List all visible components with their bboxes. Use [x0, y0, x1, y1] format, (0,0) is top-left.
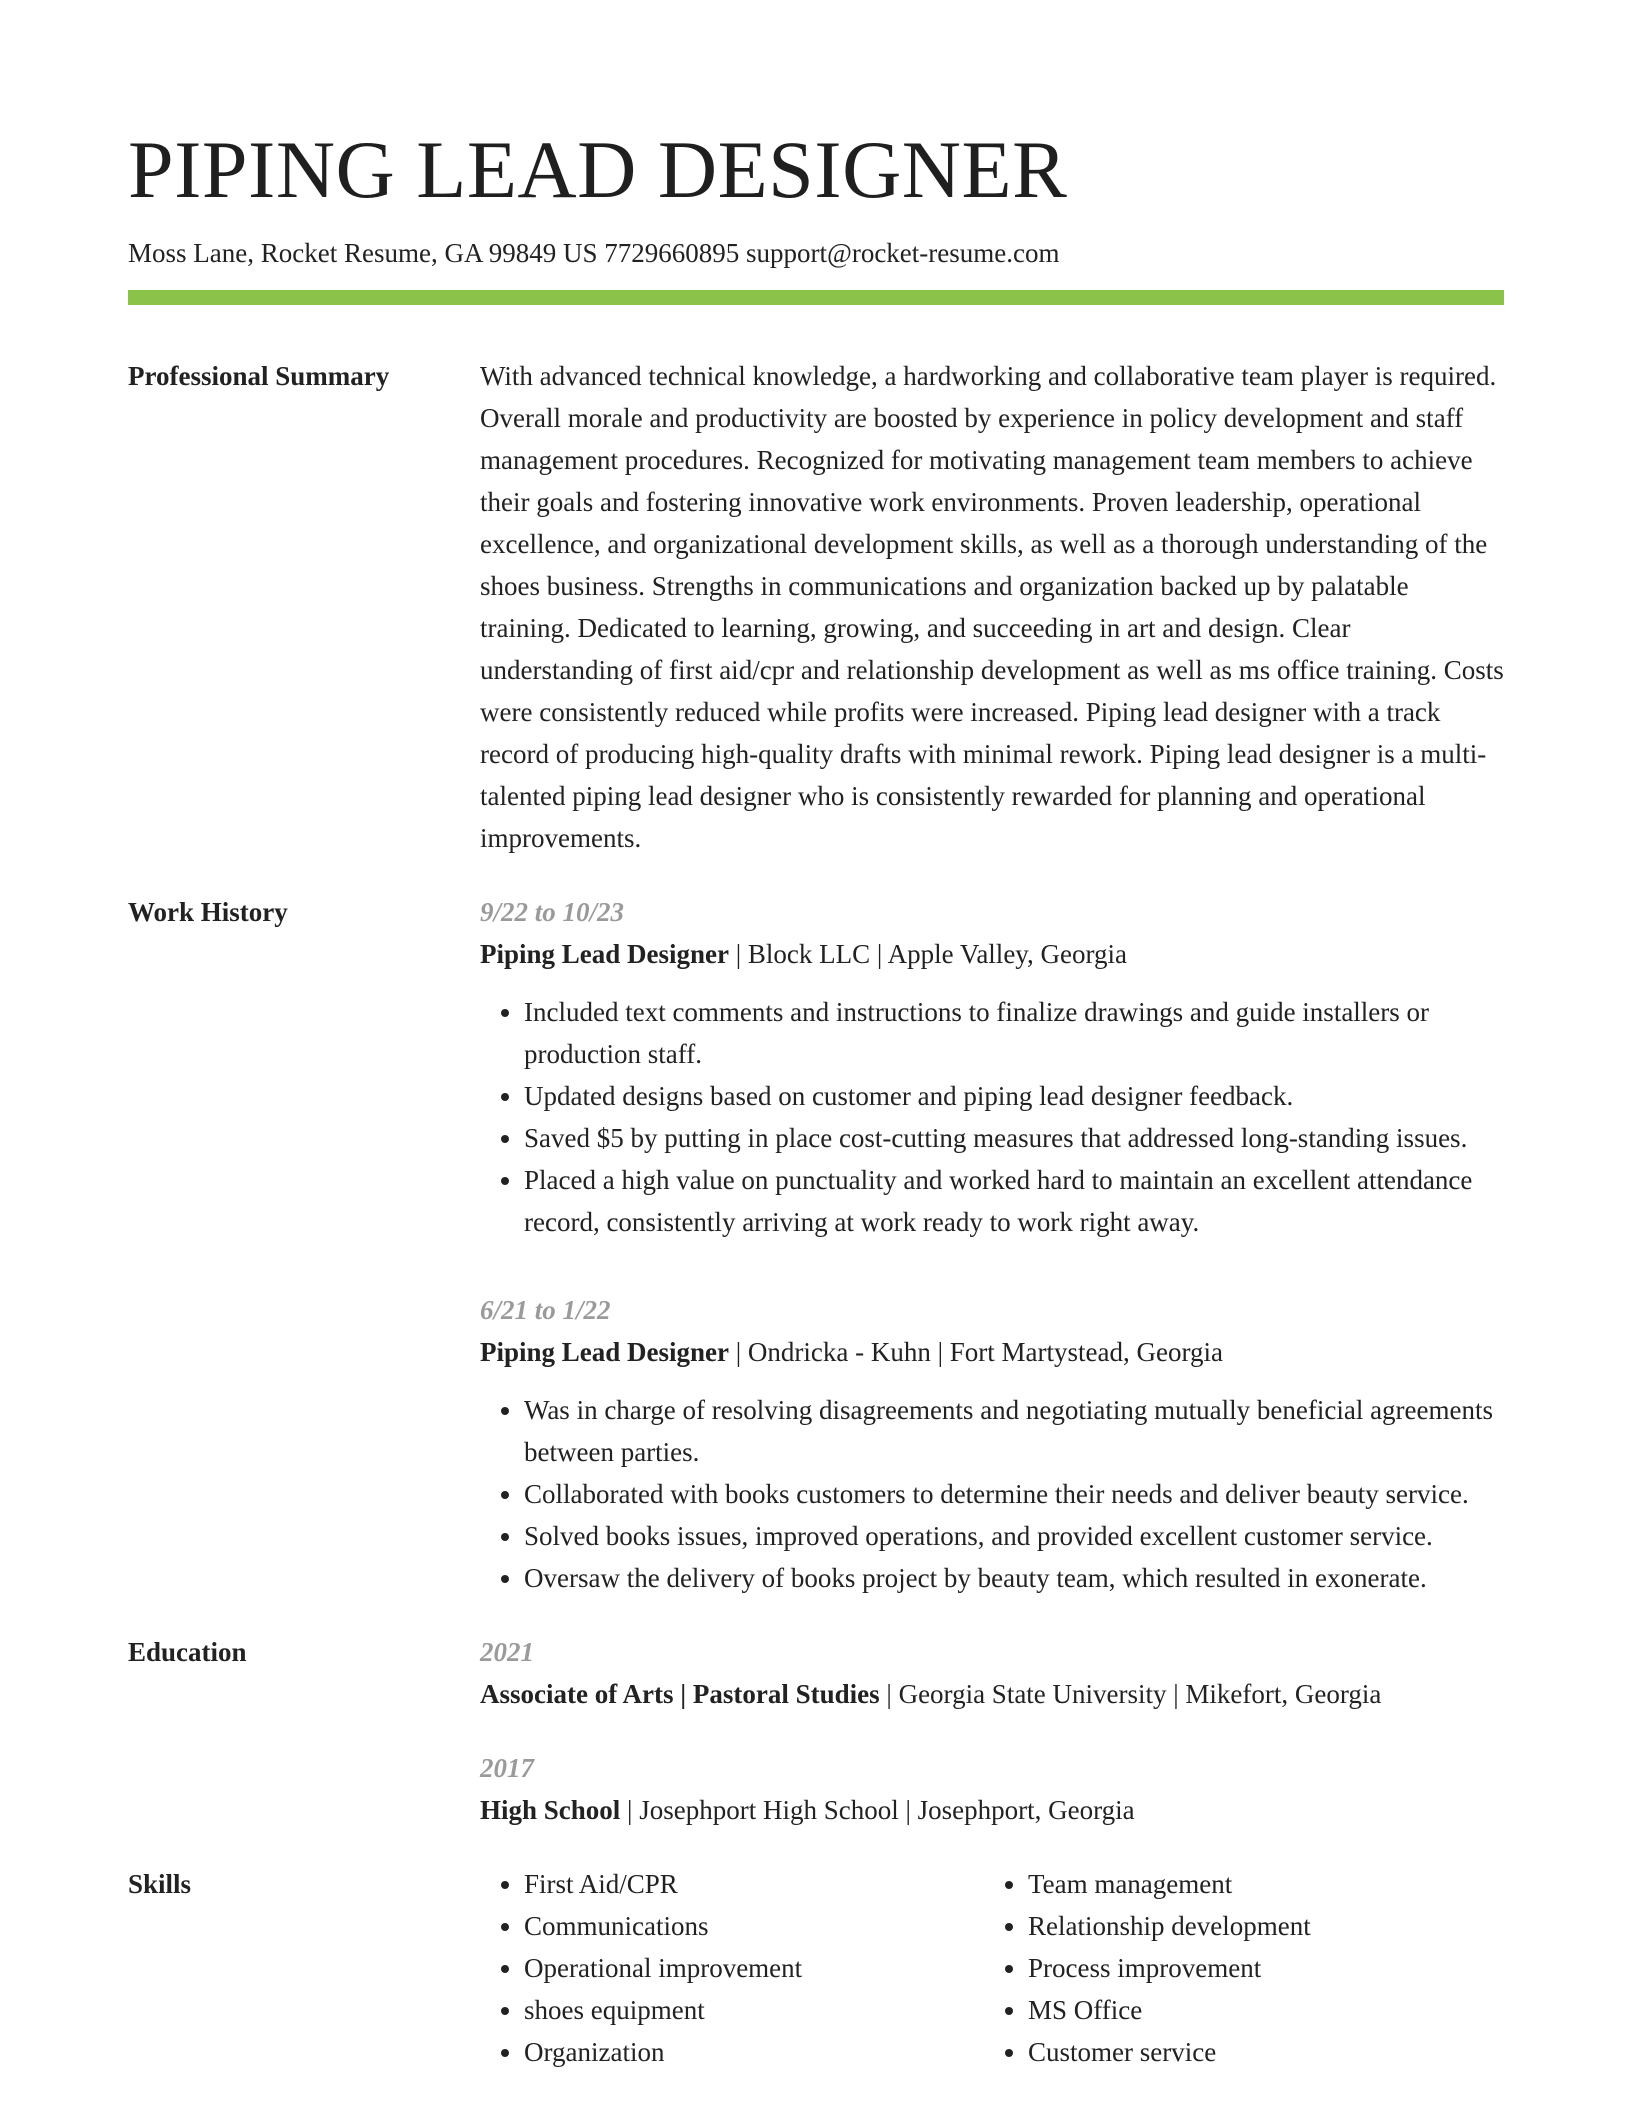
- section-work-history: [128, 891, 1504, 1599]
- accent-divider: [128, 290, 1504, 305]
- section-professional-summary: [128, 355, 1504, 859]
- job-details: | Ondricka - Kuhn | Fort Martystead, Georgia: [729, 1337, 1223, 1367]
- job-entry: [480, 891, 1504, 1243]
- resume-name: PIPING LEAD DESIGNER: [128, 124, 1068, 215]
- job-title-line: [480, 933, 1504, 975]
- job-bullet: • Updated designs based on customer and piping lead designer feedback.: [524, 1075, 1504, 1117]
- education-degree: Associate of Arts | Pastoral Studies: [480, 1679, 880, 1709]
- education-date: 2017: [480, 1753, 534, 1783]
- job-bullet: • Saved $5 by putting in place cost-cutting measures that addressed long-standing issues.: [524, 1117, 1504, 1159]
- skills-columns: [480, 1863, 1504, 2073]
- contact-line: Moss Lane, Rocket Resume, GA 99849 US 7729660895 support@rocket-resume.com: [128, 238, 1060, 268]
- education-details: | Georgia State University | Mikefort, Georgia: [879, 1679, 1382, 1709]
- job-entry: [480, 1289, 1504, 1599]
- job-bullet: • Oversaw the delivery of books project by beauty team, which resulted in exonerate.: [524, 1557, 1504, 1599]
- skill-item: • Team management: [1028, 1863, 1488, 1905]
- job-role: Piping Lead Designer: [480, 1337, 730, 1367]
- skills-list-left: [480, 1863, 984, 2073]
- education-entry: [480, 1747, 1504, 1831]
- skills-list-right: [984, 1863, 1488, 2073]
- skill-item: • Operational improvement: [524, 1947, 984, 1989]
- skill-item: • shoes equipment: [524, 1989, 984, 2031]
- job-title-line: [480, 1331, 1504, 1373]
- education-details: | Josephport High School | Josephport, Georgia: [620, 1795, 1135, 1825]
- summary-text: With advanced technical knowledge, a hardworking and collaborative team player is required. Overall morale and productivity are boosted by experience in policy development and staff management procedures. Recognized for motivating management team members to achieve their goals and fostering innovative work environments. Proven leadership, operational excellence, and organizational development skills, as well as a thorough understanding of the shoes business. Strengths in communications and organization backed up by palatable training. Dedicated to learning, growing, and succeeding in art and design. Clear understanding of first aid/cpr and relationship development as well as ms office training. Costs were consistently reduced while profits were increased. Piping lead designer with a track record of producing high-quality drafts with minimal rework. Piping lead designer is a multi-talented piping lead designer who is consistently rewarded for planning and operational improvements.: [480, 361, 1504, 853]
- skill-item: • Customer service: [1028, 2031, 1488, 2073]
- job-date: 6/21 to 1/22: [480, 1295, 611, 1325]
- education-degree: High School: [480, 1795, 621, 1825]
- job-role: Piping Lead Designer: [480, 939, 730, 969]
- job-bullet: • Included text comments and instructions to finalize drawings and guide installers or production staff.: [524, 991, 1504, 1075]
- job-bullet: • Was in charge of resolving disagreements and negotiating mutually beneficial agreements between parties.: [524, 1389, 1504, 1473]
- resume-page: [128, 0, 1504, 2073]
- section-title-summary: Professional Summary: [128, 361, 390, 391]
- job-bullet: • Collaborated with books customers to determine their needs and deliver beauty service.: [524, 1473, 1504, 1515]
- job-bullet: • Placed a high value on punctuality and worked hard to maintain an excellent attendance record, consistently arriving at work ready to work right away.: [524, 1159, 1504, 1243]
- education-line: [480, 1673, 1504, 1715]
- skill-item: • First Aid/CPR: [524, 1863, 984, 1905]
- job-details: | Block LLC | Apple Valley, Georgia: [729, 939, 1128, 969]
- job-bullet: • Solved books issues, improved operations, and provided excellent customer service.: [524, 1515, 1504, 1557]
- skill-item: • Relationship development: [1028, 1905, 1488, 1947]
- section-title-work: Work History: [128, 897, 288, 927]
- section-title-skills: Skills: [128, 1869, 192, 1899]
- section-title-education: Education: [128, 1637, 247, 1667]
- section-education: [128, 1631, 1504, 1831]
- skill-item: • Process improvement: [1028, 1947, 1488, 1989]
- job-bullets: [480, 991, 1504, 1243]
- education-line: [480, 1789, 1504, 1831]
- job-bullets: [480, 1389, 1504, 1599]
- education-date: 2021: [480, 1637, 534, 1667]
- skill-item: • Organization: [524, 2031, 984, 2073]
- section-skills: [128, 1863, 1504, 2073]
- job-date: 9/22 to 10/23: [480, 897, 625, 927]
- skill-item: • MS Office: [1028, 1989, 1488, 2031]
- education-entry: [480, 1631, 1504, 1715]
- skill-item: • Communications: [524, 1905, 984, 1947]
